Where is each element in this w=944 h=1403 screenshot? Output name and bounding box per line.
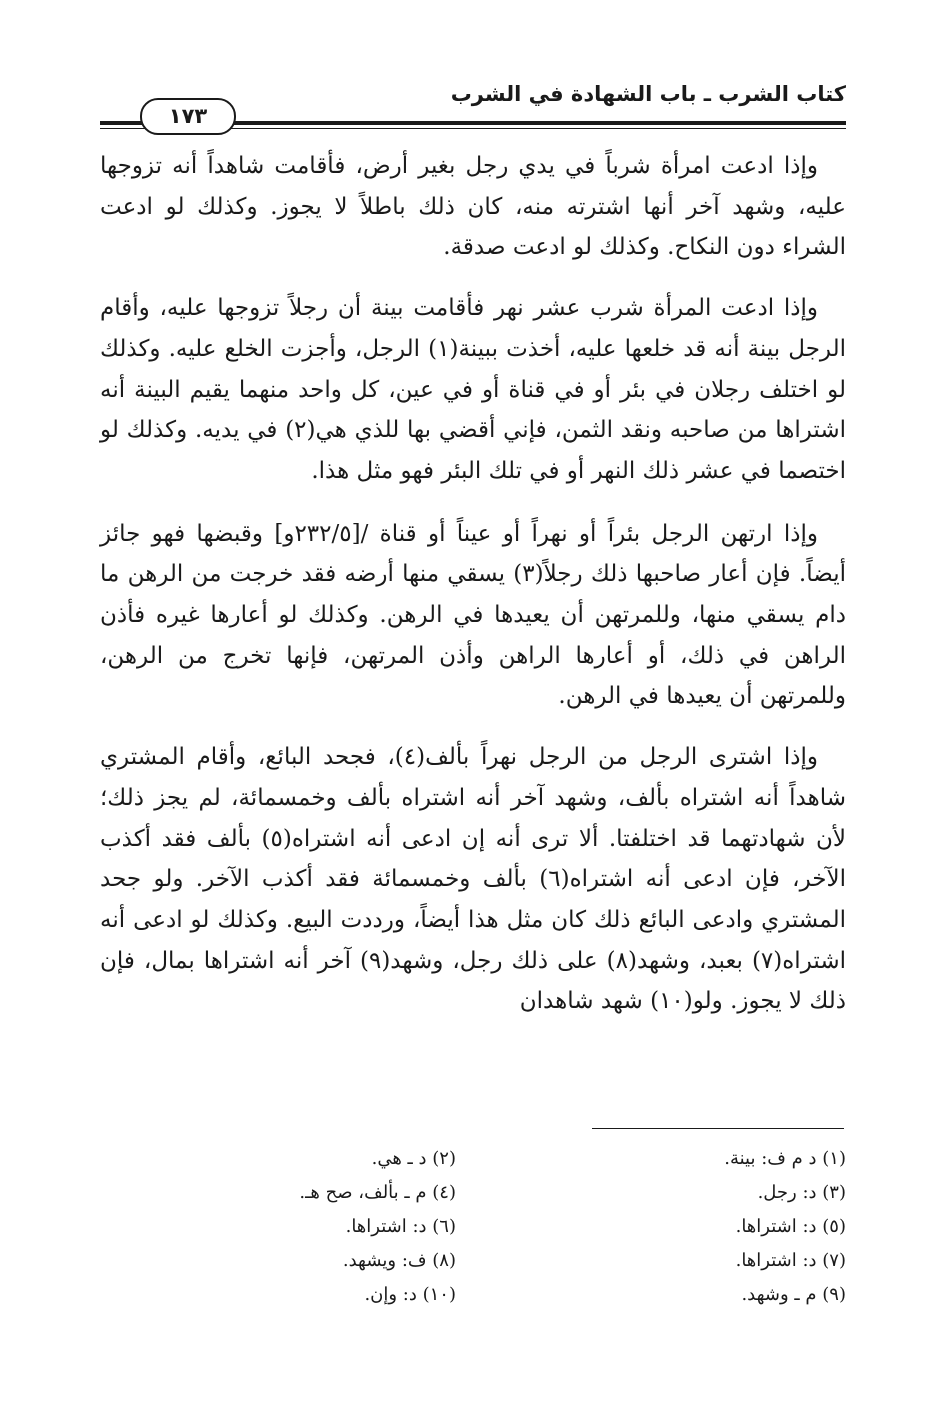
footnote: (٧) د: اشتراها. [735, 1250, 846, 1271]
footnotes-column-left [156, 1142, 456, 1312]
footnote: (٢) د ـ هي. [371, 1148, 456, 1169]
footnote: (٥) د: اشتراها. [735, 1216, 846, 1237]
footnote: (١٠) د: وإن. [364, 1284, 456, 1305]
footnote-separator [592, 1128, 844, 1129]
paragraph: وإذا ادعت المرأة شرب عشر نهر فأقامت بينة أن رجلاً تزوجها عليه، وأقام الرجل بينة أنه قد خلعها عليه، أخذت ببينة(١) الرجل، وأجزت الخلع عليه. وكذلك لو اختلف رجلان في بئر أو في قناة أو في عين، كل واحد منهما يقيم البينة أنه اشتراها من صاحبه ونقد الثمن، فإني أقضي بها للذي هي(٢) في يديه. وكذلك لو اختصما في عشر ذلك النهر أو في تلك البئر فهو مثل هذا. [100, 295, 847, 484]
footnotes-column-right [546, 1142, 846, 1312]
footnote: (٣) د: رجل. [757, 1182, 846, 1203]
paragraph: وإذا اشترى الرجل من الرجل نهراً بألف(٤)، فجحد البائع، وأقام المشتري شاهداً أنه اشتراه بألف، وشهد آخر أنه اشتراه بألف وخمسمائة، لم يجز ذلك؛ لأن شهادتهما قد اختلفتا. ألا ترى أنه إن ادعى أنه اشتراه(٥) بألف فقد أكذب الآخر، فإن ادعى أنه اشتراه(٦) بألف وخمسمائة فقد أكذب الآخر. ولو جحد المشتري وادعى البائع ذلك كان مثل هذا أيضاً، ورددت البيع. وكذلك لو ادعى أنه اشتراه(٧) بعبد، وشهد(٨) على ذلك رجل، وشهد(٩) آخر أنه اشتراها بمال، فإن ذلك لا يجوز. ولو(١٠) شهد شاهدان [100, 744, 846, 1015]
paragraph: وإذا ارتهن الرجل بئراً أو نهراً أو عيناً أو قناة /[٢٣٢/٥و] وقبضها فهو جائز أيضاً. فإن أعار صاحبها ذلك رجلاً(٣) يسقي منها أرضه فقد خرجت من الرهن ما دام يسقي منها، وللمرتهن أن يعيدها في الرهن. وكذلك لو أعارها غيره فأذن الراهن في ذلك، أو أعارها الراهن وأذن المرتهن، فإنها تخرج من الرهن، وللمرتهن أن يعيدها في الرهن. [100, 520, 846, 710]
paragraph: وإذا ادعت امرأة شرباً في يدي رجل بغير أرض، فأقامت شاهداً أنه تزوجها عليه، وشهد آخر أنها اشترته منه، كان ذلك باطلاً لا يجوز. وكذلك لو ادعت الشراء دون النكاح. وكذلك لو ادعت صدقة. [100, 153, 846, 261]
footnote: (٤) م ـ بألف، صح هـ. [299, 1182, 456, 1203]
footnote: (١) د م ف: بينة. [724, 1148, 846, 1169]
footnote: (٨) ف: ويشهد. [342, 1250, 456, 1271]
page-number: ١٧٣ [140, 98, 236, 135]
running-header: كتاب الشرب ـ باب الشهادة في الشرب [450, 82, 846, 106]
main-text [100, 146, 846, 1042]
footnote: (٦) د: اشتراها. [345, 1216, 456, 1237]
footnote: (٩) م ـ وشهد. [741, 1284, 846, 1305]
